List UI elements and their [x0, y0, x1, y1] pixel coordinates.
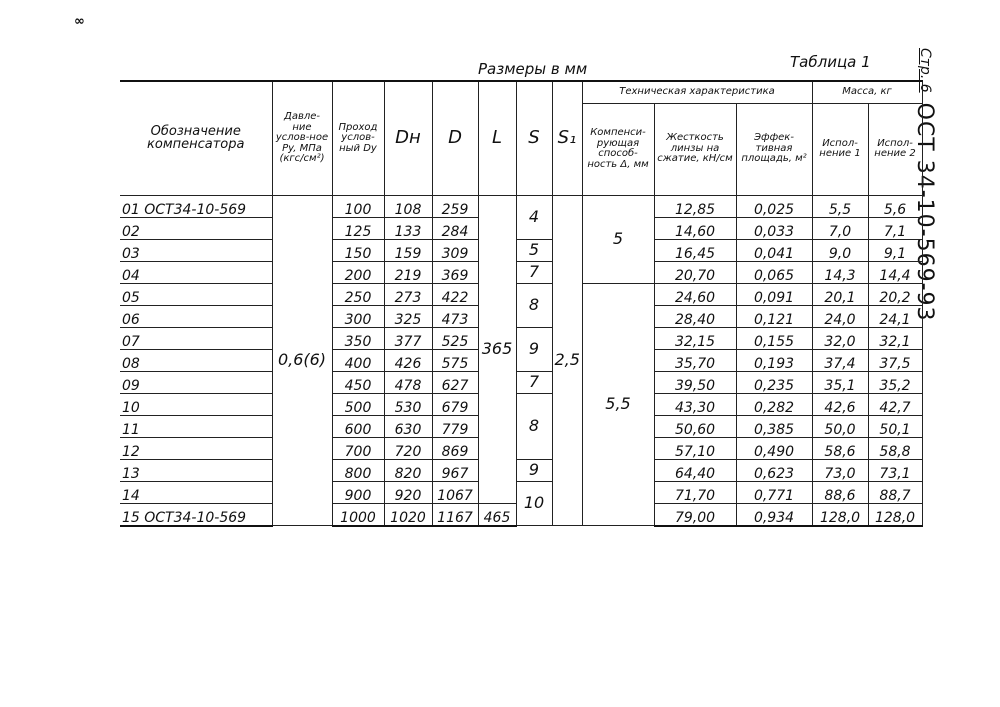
- mass-1-cell: 5,5: [812, 195, 868, 217]
- designation-cell: 11: [120, 415, 272, 437]
- designation-cell: 10: [120, 393, 272, 415]
- mass-2-cell: 7,1: [868, 217, 922, 239]
- compensating-cell: 5,5: [582, 283, 654, 526]
- mass-1-cell: 35,1: [812, 371, 868, 393]
- area-cell: 0,065: [736, 261, 812, 283]
- d-cell: 967: [432, 459, 478, 481]
- designation-cell: 09: [120, 371, 272, 393]
- area-cell: 0,235: [736, 371, 812, 393]
- header-d: D: [432, 81, 478, 195]
- header-bore: Проход услов-ный Dy: [332, 81, 384, 195]
- dn-cell: 426: [384, 349, 432, 371]
- mass-1-cell: 32,0: [812, 327, 868, 349]
- standard-code: ОСТ 34-10-569-93: [912, 102, 938, 322]
- mass-2-cell: 73,1: [868, 459, 922, 481]
- area-cell: 0,041: [736, 239, 812, 261]
- mass-2-cell: 128,0: [868, 503, 922, 526]
- bore-cell: 800: [332, 459, 384, 481]
- mass-2-cell: 5,6: [868, 195, 922, 217]
- bore-cell: 125: [332, 217, 384, 239]
- bore-cell: 900: [332, 481, 384, 503]
- s-cell: 7: [516, 371, 552, 393]
- mass-1-cell: 73,0: [812, 459, 868, 481]
- bore-cell: 150: [332, 239, 384, 261]
- mass-2-cell: 50,1: [868, 415, 922, 437]
- header-l: L: [478, 81, 516, 195]
- s-cell: 9: [516, 459, 552, 481]
- d-cell: 309: [432, 239, 478, 261]
- dn-cell: 920: [384, 481, 432, 503]
- dn-cell: 530: [384, 393, 432, 415]
- dn-cell: 159: [384, 239, 432, 261]
- area-cell: 0,155: [736, 327, 812, 349]
- s-cell: 8: [516, 393, 552, 459]
- page-number: Стр. 6: [917, 48, 933, 93]
- header-compensating: Компенси-рующая способ-ность Δ, мм: [582, 103, 654, 195]
- dn-cell: 108: [384, 195, 432, 217]
- mass-1-cell: 88,6: [812, 481, 868, 503]
- d-cell: 369: [432, 261, 478, 283]
- table-row: [120, 393, 922, 415]
- d-cell: 259: [432, 195, 478, 217]
- designation-cell: 15 ОСТ34-10-569: [120, 503, 272, 526]
- area-cell: 0,282: [736, 393, 812, 415]
- area-cell: 0,193: [736, 349, 812, 371]
- bore-cell: 200: [332, 261, 384, 283]
- area-cell: 0,623: [736, 459, 812, 481]
- table-row: [120, 239, 922, 261]
- designation-cell: 12: [120, 437, 272, 459]
- s-cell: 5: [516, 239, 552, 261]
- mass-1-cell: 50,0: [812, 415, 868, 437]
- d-cell: 869: [432, 437, 478, 459]
- header-stiffness: Жесткость линзы на сжатие, кН/см: [654, 103, 736, 195]
- s-cell: 4: [516, 195, 552, 239]
- l-cell: 365: [478, 195, 516, 503]
- dn-cell: 325: [384, 305, 432, 327]
- stiffness-cell: 24,60: [654, 283, 736, 305]
- bore-cell: 350: [332, 327, 384, 349]
- stiffness-cell: 64,40: [654, 459, 736, 481]
- s-cell: 10: [516, 481, 552, 526]
- stiffness-cell: 50,60: [654, 415, 736, 437]
- area-cell: 0,385: [736, 415, 812, 437]
- mass-1-cell: 24,0: [812, 305, 868, 327]
- mass-1-cell: 37,4: [812, 349, 868, 371]
- header-designation: Обозначение компенсатора: [120, 81, 272, 195]
- bore-cell: 300: [332, 305, 384, 327]
- header-s1: S₁: [552, 81, 582, 195]
- stiffness-cell: 79,00: [654, 503, 736, 526]
- dn-cell: 377: [384, 327, 432, 349]
- mass-2-cell: 88,7: [868, 481, 922, 503]
- l-cell: 465: [478, 503, 516, 526]
- area-cell: 0,121: [736, 305, 812, 327]
- designation-cell: 03: [120, 239, 272, 261]
- d-cell: 473: [432, 305, 478, 327]
- s-cell: 7: [516, 261, 552, 283]
- d-cell: 575: [432, 349, 478, 371]
- bore-cell: 600: [332, 415, 384, 437]
- bore-cell: 450: [332, 371, 384, 393]
- d-cell: 1167: [432, 503, 478, 526]
- designation-cell: 14: [120, 481, 272, 503]
- mass-1-cell: 20,1: [812, 283, 868, 305]
- table-row: [120, 283, 922, 305]
- mass-1-cell: 7,0: [812, 217, 868, 239]
- compensator-table: [120, 80, 923, 527]
- s-cell: 9: [516, 327, 552, 371]
- table-row: [120, 371, 922, 393]
- d-cell: 779: [432, 415, 478, 437]
- stiffness-cell: 16,45: [654, 239, 736, 261]
- area-cell: 0,490: [736, 437, 812, 459]
- area-cell: 0,934: [736, 503, 812, 526]
- bore-cell: 700: [332, 437, 384, 459]
- designation-cell: 05: [120, 283, 272, 305]
- bore-cell: 500: [332, 393, 384, 415]
- dn-cell: 720: [384, 437, 432, 459]
- dn-cell: 133: [384, 217, 432, 239]
- mass-2-cell: 42,7: [868, 393, 922, 415]
- stiffness-cell: 71,70: [654, 481, 736, 503]
- stiffness-cell: 43,30: [654, 393, 736, 415]
- mass-2-cell: 58,8: [868, 437, 922, 459]
- stiffness-cell: 28,40: [654, 305, 736, 327]
- compensating-cell: 5: [582, 195, 654, 283]
- stiffness-cell: 20,70: [654, 261, 736, 283]
- dimensions-caption: Размеры в мм: [478, 60, 588, 78]
- dn-cell: 820: [384, 459, 432, 481]
- mass-1-cell: 128,0: [812, 503, 868, 526]
- table-row: [120, 481, 922, 503]
- area-cell: 0,033: [736, 217, 812, 239]
- header-version-2: Испол-нение 2: [868, 103, 922, 195]
- area-cell: 0,025: [736, 195, 812, 217]
- mass-2-cell: 37,5: [868, 349, 922, 371]
- d-cell: 525: [432, 327, 478, 349]
- designation-cell: 08: [120, 349, 272, 371]
- table-row: [120, 459, 922, 481]
- designation-cell: 02: [120, 217, 272, 239]
- header-dn: Dн: [384, 81, 432, 195]
- table-row: [120, 327, 922, 349]
- area-cell: 0,771: [736, 481, 812, 503]
- dn-cell: 630: [384, 415, 432, 437]
- d-cell: 422: [432, 283, 478, 305]
- bore-cell: 250: [332, 283, 384, 305]
- stiffness-cell: 35,70: [654, 349, 736, 371]
- mass-2-cell: 32,1: [868, 327, 922, 349]
- mass-1-cell: 42,6: [812, 393, 868, 415]
- designation-cell: 06: [120, 305, 272, 327]
- area-cell: 0,091: [736, 283, 812, 305]
- mass-2-cell: 9,1: [868, 239, 922, 261]
- mass-2-cell: 20,2: [868, 283, 922, 305]
- table-row: [120, 195, 922, 217]
- stiffness-cell: 32,15: [654, 327, 736, 349]
- s1-cell: 2,5: [552, 195, 582, 526]
- d-cell: 1067: [432, 481, 478, 503]
- mass-2-cell: 35,2: [868, 371, 922, 393]
- dn-cell: 1020: [384, 503, 432, 526]
- mass-2-cell: 24,1: [868, 305, 922, 327]
- mass-1-cell: 14,3: [812, 261, 868, 283]
- stiffness-cell: 39,50: [654, 371, 736, 393]
- page-mark: ∞: [74, 14, 85, 29]
- mass-1-cell: 58,6: [812, 437, 868, 459]
- header-version-1: Испол-нение 1: [812, 103, 868, 195]
- table-caption: Таблица 1: [790, 53, 871, 71]
- bore-cell: 400: [332, 349, 384, 371]
- designation-cell: 01 ОСТ34-10-569: [120, 195, 272, 217]
- designation-cell: 13: [120, 459, 272, 481]
- stiffness-cell: 14,60: [654, 217, 736, 239]
- stiffness-cell: 12,85: [654, 195, 736, 217]
- s-cell: 8: [516, 283, 552, 327]
- dn-cell: 273: [384, 283, 432, 305]
- header-tech: Техническая характеристика: [582, 81, 812, 103]
- header-pressure: Давле-ние услов-ное Py, МПа (кгс/см²): [272, 81, 332, 195]
- d-cell: 679: [432, 393, 478, 415]
- dn-cell: 478: [384, 371, 432, 393]
- dn-cell: 219: [384, 261, 432, 283]
- header-mass: Масса, кг: [812, 81, 922, 103]
- table-row: [120, 261, 922, 283]
- designation-cell: 07: [120, 327, 272, 349]
- d-cell: 627: [432, 371, 478, 393]
- d-cell: 284: [432, 217, 478, 239]
- header-s: S: [516, 81, 552, 195]
- bore-cell: 1000: [332, 503, 384, 526]
- bore-cell: 100: [332, 195, 384, 217]
- header-area: Эффек-тивная площадь, м²: [736, 103, 812, 195]
- pressure-cell: 0,6(6): [272, 195, 332, 526]
- designation-cell: 04: [120, 261, 272, 283]
- stiffness-cell: 57,10: [654, 437, 736, 459]
- mass-2-cell: 14,4: [868, 261, 922, 283]
- mass-1-cell: 9,0: [812, 239, 868, 261]
